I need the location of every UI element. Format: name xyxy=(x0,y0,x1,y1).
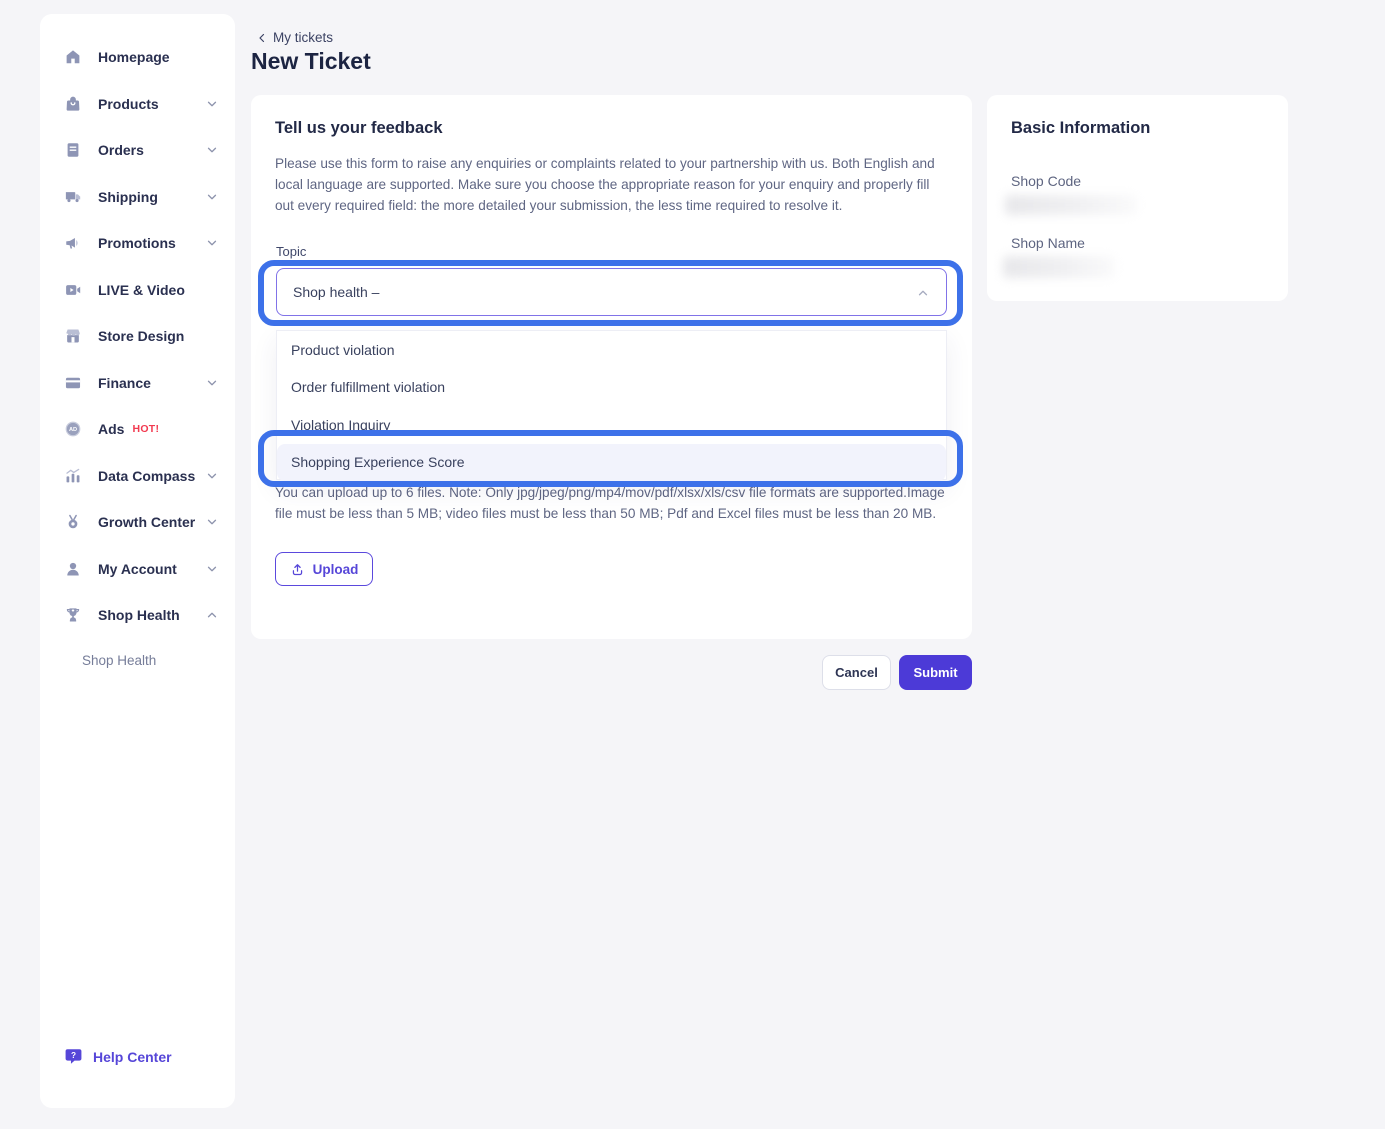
chevron-down-icon xyxy=(205,190,219,204)
chevron-down-icon xyxy=(205,97,219,111)
medal-icon xyxy=(64,513,82,531)
shop-code-label: Shop Code xyxy=(1011,173,1082,189)
sidebar-item-shipping[interactable] xyxy=(40,174,235,221)
shop-name-label: Shop Name xyxy=(1011,235,1085,251)
sidebar-item-label: Homepage xyxy=(98,49,170,66)
sidebar-item-label: LIVE & Video xyxy=(98,281,185,298)
sidebar-item-my-account[interactable] xyxy=(40,546,235,593)
dropdown-option-product-violation[interactable]: Product violation xyxy=(291,341,395,358)
sidebar-item-growth-center[interactable] xyxy=(40,499,235,546)
chevron-left-icon xyxy=(256,32,268,44)
sidebar-item-label: Shop Health xyxy=(98,607,180,624)
chevron-down-icon xyxy=(205,562,219,576)
truck-icon xyxy=(64,188,82,206)
help-center-link[interactable] xyxy=(64,1047,172,1066)
sidebar-item-homepage[interactable] xyxy=(40,34,235,81)
chevron-down-icon xyxy=(205,236,219,250)
cancel-button[interactable]: Cancel xyxy=(822,655,891,690)
chevron-down-icon xyxy=(205,515,219,529)
sidebar-item-ads[interactable] xyxy=(40,406,235,453)
user-icon xyxy=(64,560,82,578)
storefront-icon xyxy=(64,327,82,345)
bar-chart-icon xyxy=(64,467,82,485)
sidebar-item-label: Finance xyxy=(98,374,151,391)
breadcrumb-label: My tickets xyxy=(273,30,334,45)
sidebar-item-products[interactable] xyxy=(40,81,235,128)
upload-hint: You can upload up to 6 files. Note: Only jpg/jpeg/png/mp4/mov/pdf/xlsx/xls/csv file formats are supported.Image file must be less than 5 MB; video files must be less than 50 MB; Pdf and Excel files must be less than 20 MB. xyxy=(275,485,945,521)
chevron-up-icon xyxy=(916,286,930,300)
topic-label: Topic xyxy=(276,244,307,259)
sidebar-item-label: My Account xyxy=(98,560,177,577)
dropdown-option-shopping-experience-score[interactable]: Shopping Experience Score xyxy=(277,444,946,482)
sidebar-item-label: Store Design xyxy=(98,328,185,345)
upload-button[interactable] xyxy=(275,552,373,586)
feedback-card-title: Tell us your feedback xyxy=(275,119,443,137)
sidebar-item-label: Shipping xyxy=(98,188,158,205)
sidebar-item-label: Orders xyxy=(98,142,144,159)
sidebar-item-shop-health[interactable] xyxy=(40,592,235,639)
shop-name-value-redacted xyxy=(1003,256,1115,278)
dropdown-option-order-fulfillment-violation[interactable]: Order fulfillment violation xyxy=(291,379,446,396)
video-icon xyxy=(64,281,82,299)
breadcrumb[interactable] xyxy=(256,30,333,45)
upload-icon xyxy=(290,562,305,577)
sidebar-nav xyxy=(40,34,235,683)
home-icon xyxy=(64,48,82,66)
chevron-down-icon xyxy=(205,376,219,390)
svg-text:?: ? xyxy=(70,1049,77,1060)
sidebar-item-label: Data Compass xyxy=(98,467,196,484)
sidebar-item-data-compass[interactable] xyxy=(40,453,235,500)
chevron-down-icon xyxy=(205,143,219,157)
upload-button-label: Upload xyxy=(312,561,359,577)
topic-select[interactable] xyxy=(276,268,947,316)
sidebar xyxy=(40,14,235,1108)
question-bubble-icon xyxy=(64,1047,83,1066)
help-center-label: Help Center xyxy=(93,1048,172,1065)
sidebar-item-store-design[interactable] xyxy=(40,313,235,360)
megaphone-icon xyxy=(64,234,82,252)
submit-button[interactable]: Submit xyxy=(899,655,972,690)
topic-select-value: Shop health – xyxy=(293,284,380,300)
credit-card-icon xyxy=(64,374,82,392)
shop-code-value-redacted xyxy=(1005,195,1137,215)
bag-icon xyxy=(64,95,82,113)
feedback-card-description: Please use this form to raise any enquiries or complaints related to your partnership with us. Both English and local language are supported. Make sure you choose the appropriate reason for your enquiry and properly fill out every required field: the more detailed your submission, the less time required to resolve it. xyxy=(275,156,935,213)
sidebar-item-orders[interactable] xyxy=(40,127,235,174)
sidebar-item-label: Ads xyxy=(98,421,125,438)
trophy-icon xyxy=(64,606,82,624)
sidebar-item-promotions[interactable] xyxy=(40,220,235,267)
ad-circle-icon xyxy=(64,420,82,438)
basic-information-card xyxy=(987,95,1288,301)
topic-dropdown xyxy=(276,330,947,480)
basic-information-title: Basic Information xyxy=(1011,119,1151,137)
chevron-up-icon xyxy=(205,608,219,622)
hot-badge: HOT! xyxy=(132,423,160,436)
dropdown-option-violation-inquiry[interactable]: Violation Inquiry xyxy=(291,416,391,433)
sidebar-item-label: Products xyxy=(98,95,159,112)
chevron-down-icon xyxy=(205,469,219,483)
sidebar-item-live-video[interactable] xyxy=(40,267,235,314)
feedback-card xyxy=(251,95,972,639)
sidebar-item-label: Promotions xyxy=(98,235,176,252)
page-title: New Ticket xyxy=(251,48,371,74)
svg-text:AD: AD xyxy=(68,427,78,434)
sidebar-item-finance[interactable] xyxy=(40,360,235,407)
sidebar-subitem-shop-health[interactable]: Shop Health xyxy=(82,653,157,668)
receipt-icon xyxy=(64,141,82,159)
sidebar-item-label: Growth Center xyxy=(98,514,196,531)
